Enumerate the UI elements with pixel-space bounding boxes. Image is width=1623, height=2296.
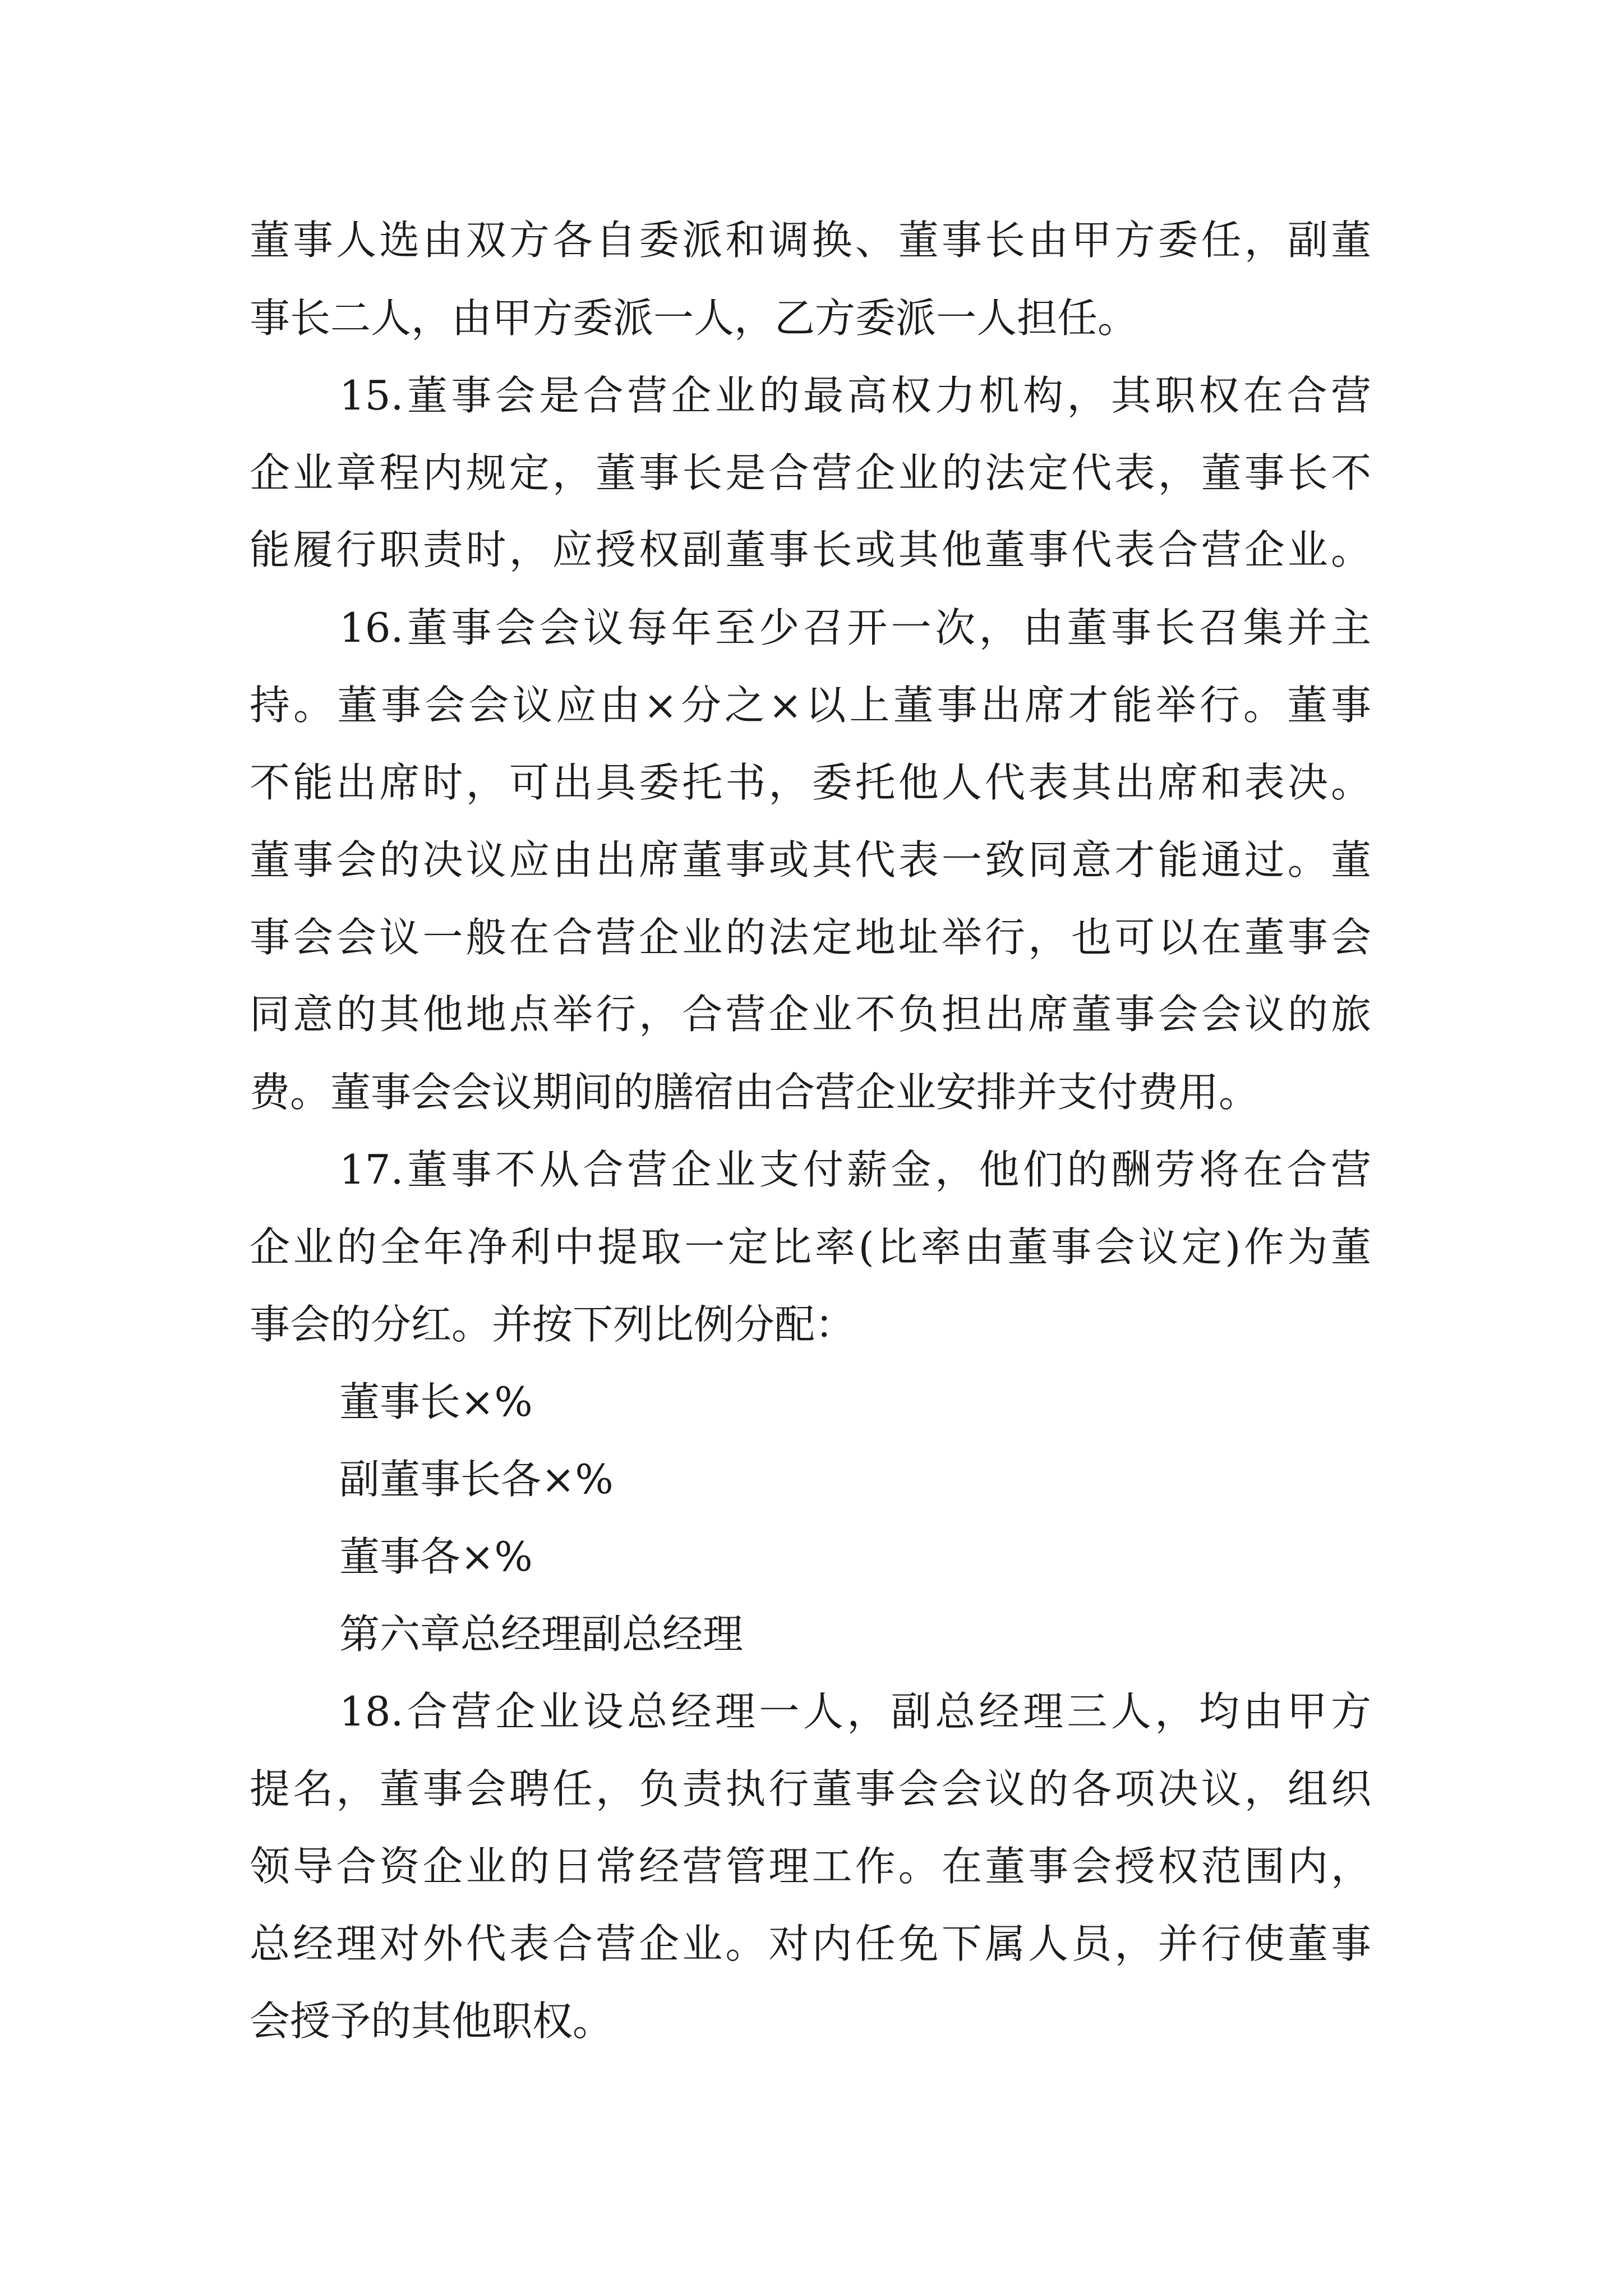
ratio-director: 董事各×% <box>339 1533 533 1580</box>
paragraph-line: 持。董事会会议应由×分之×以上董事出席才能举行。董事 <box>250 682 1371 729</box>
paragraph-line: 提名，董事会聘任，负责执行董事会会议的各项决议，组织 <box>250 1765 1371 1812</box>
ratio-chairman: 董事长×% <box>339 1378 533 1425</box>
paragraph-first-line: 16.董事会会议每年至少召开一次，由董事长召集并主 <box>339 604 1371 651</box>
paragraph-line: 不能出席时，可出具委托书，委托他人代表其出席和表决。 <box>250 759 1371 806</box>
paragraph-line: 董事人选由双方各自委派和调换、董事长由甲方委任，副董 <box>250 217 1371 264</box>
paragraph-first-line: 15.董事会是合营企业的最高权力机构，其职权在合营 <box>339 372 1371 419</box>
paragraph-first-line: 18.合营企业设总经理一人，副总经理三人，均由甲方 <box>339 1688 1371 1735</box>
paragraph-line: 董事会的决议应由出席董事或其代表一致同意才能通过。董 <box>250 836 1371 884</box>
paragraph-line: 会授予的其他职权。 <box>250 1998 614 2045</box>
ratio-vice-chairman: 副董事长各×% <box>339 1456 614 1503</box>
paragraph-line: 能履行职责时，应授权副董事长或其他董事代表合营企业。 <box>250 526 1371 573</box>
paragraph-line: 事会会议一般在合营企业的法定地址举行，也可以在董事会 <box>250 914 1371 961</box>
paragraph-line: 事会的分红。并按下列比例分配： <box>250 1301 856 1348</box>
paragraph-line: 事长二人，由甲方委派一人，乙方委派一人担任。 <box>250 295 1138 342</box>
paragraph-line: 领导合资企业的日常经营管理工作。在董事会授权范围内， <box>250 1843 1371 1890</box>
paragraph-first-line: 17.董事不从合营企业支付薪金，他们的酬劳将在合营 <box>339 1146 1371 1193</box>
paragraph-line: 企业的全年净利中提取一定比率(比率由董事会议定)作为董 <box>250 1223 1371 1271</box>
paragraph-line: 同意的其他地点举行，合营企业不负担出席董事会会议的旅 <box>250 991 1371 1038</box>
paragraph-line: 费。董事会会议期间的膳宿由合营企业安排并支付费用。 <box>250 1069 1260 1116</box>
chapter-heading: 第六章总经理副总经理 <box>339 1611 744 1658</box>
paragraph-line: 总经理对外代表合营企业。对内任免下属人员，并行使董事 <box>250 1920 1371 1967</box>
paragraph-line: 企业章程内规定，董事长是合营企业的法定代表，董事长不 <box>250 449 1371 496</box>
